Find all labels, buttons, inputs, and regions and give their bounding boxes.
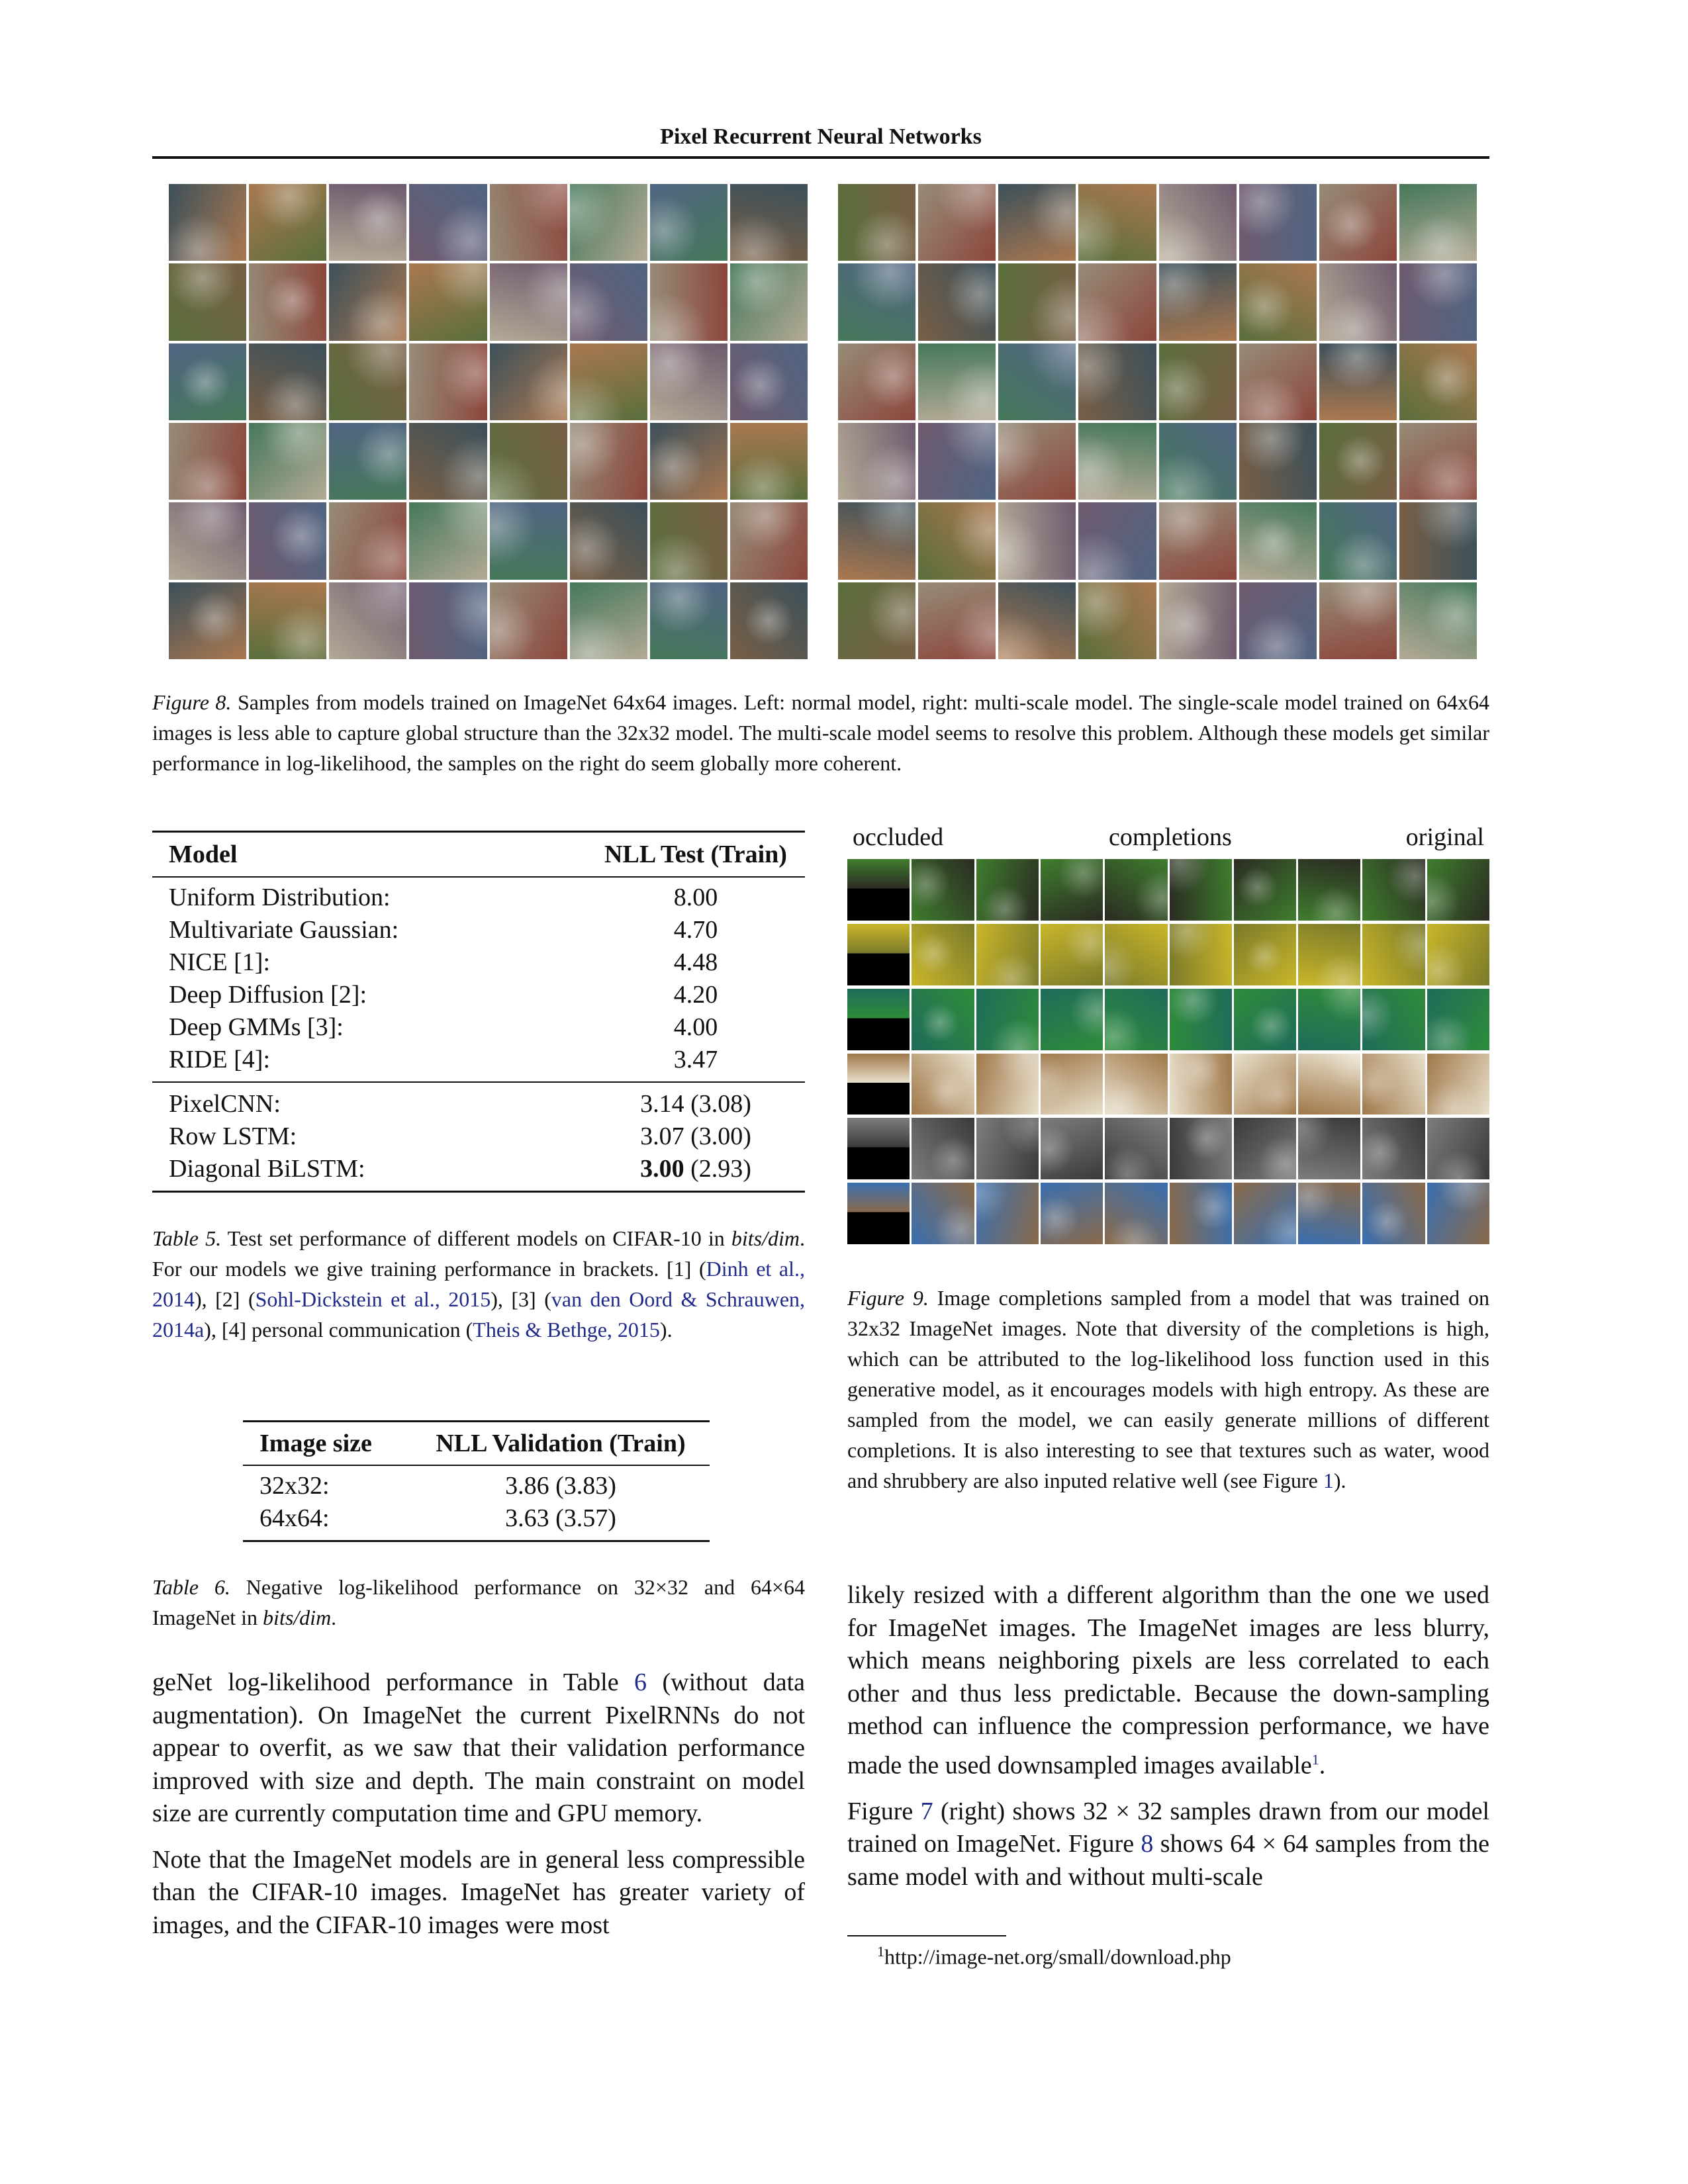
table5-cell: 4.48 (673, 948, 718, 976)
sample-image-tile (998, 582, 1076, 659)
completion-image-tile (1041, 924, 1103, 985)
original-image-tile (1427, 1183, 1489, 1244)
sample-image-tile (169, 343, 246, 420)
sample-image-tile (329, 582, 406, 659)
completion-image-tile (1362, 1183, 1425, 1244)
completion-image-tile (976, 1054, 1039, 1115)
figure9-caption (847, 1283, 1489, 1496)
sample-image-tile (570, 582, 647, 659)
sample-image-tile (1239, 423, 1317, 500)
completion-image-tile (1170, 924, 1232, 985)
sample-image-tile (1399, 263, 1477, 340)
body-text: (right) shows 32 × 32 samples drawn from our model trained on ImageNet. Figure (847, 1797, 1490, 1858)
table5-cell: Row LSTM: (169, 1122, 297, 1150)
table6-cell: 3.63 (3.57) (505, 1504, 616, 1532)
table-row (152, 914, 805, 946)
completion-image-tile (1234, 1054, 1296, 1115)
completion-image-tile (1298, 1054, 1360, 1115)
sample-image-tile (1319, 184, 1397, 261)
sample-image-tile (1078, 423, 1156, 500)
sample-image-tile (490, 502, 567, 579)
completion-image-tile (1105, 859, 1167, 921)
sample-image-tile (409, 582, 487, 659)
sample-image-tile (650, 184, 727, 261)
body-paragraph: Note that the ImageNet models are in general less compressible than the CIFAR-10 images. ImageNet has greater variety of images, and the CIFAR-10 images were most (152, 1845, 805, 1939)
table5-cell: Deep Diffusion [2]: (169, 981, 367, 1009)
table6-cell: 3.86 (3.83) (505, 1472, 616, 1500)
occluded-image-tile (847, 859, 910, 921)
sample-image-tile (570, 184, 647, 261)
sample-image-tile (998, 423, 1076, 500)
table6-header-size: Image size (259, 1430, 372, 1457)
completion-image-tile (1234, 924, 1296, 985)
sample-image-tile (1399, 343, 1477, 420)
sample-image-tile (1239, 184, 1317, 261)
completion-image-tile (1105, 924, 1167, 985)
sample-image-tile (1319, 502, 1397, 579)
sample-image-tile (650, 423, 727, 500)
table5-bottom-rule (152, 1191, 805, 1193)
sample-image-tile (249, 582, 326, 659)
table6-header-row (243, 1422, 710, 1465)
completion-image-tile (1362, 989, 1425, 1050)
body-text: Figure (847, 1797, 914, 1825)
sample-image-tile (249, 184, 326, 261)
sample-image-tile (730, 502, 808, 579)
completion-image-tile (1105, 1118, 1167, 1179)
table5-cell: Multivariate Gaussian: (169, 916, 399, 944)
completion-image-tile (976, 1118, 1039, 1179)
table5-cell: 4.00 (673, 1013, 718, 1041)
sample-image-tile (838, 343, 915, 420)
footnote-ref-link[interactable]: 1 (1311, 1751, 1319, 1768)
sample-image-tile (169, 502, 246, 579)
sample-image-tile (1239, 263, 1317, 340)
completion-image-tile (1298, 989, 1360, 1050)
sample-image-tile (918, 423, 996, 500)
sample-image-tile (1399, 502, 1477, 579)
completion-image-tile (1362, 1118, 1425, 1179)
table5 (152, 831, 805, 1193)
sample-image-tile (918, 343, 996, 420)
original-image-tile (1427, 1118, 1489, 1179)
table-row (152, 1120, 805, 1153)
table5-header-nll: NLL Test (Train) (604, 841, 787, 868)
table5-train-value: (2.93) (684, 1155, 751, 1183)
sample-image-tile (169, 184, 246, 261)
right-column-body (847, 1579, 1489, 1907)
completion-image-tile (976, 989, 1039, 1050)
completion-image-tile (1170, 1183, 1232, 1244)
completion-image-tile (1170, 859, 1232, 921)
figure9-label: Figure 9. (847, 1286, 929, 1310)
completion-image-tile (1362, 1054, 1425, 1115)
sample-image-tile (918, 263, 996, 340)
body-paragraph (847, 1579, 1489, 1782)
completion-image-tile (912, 924, 974, 985)
sample-image-tile (1239, 343, 1317, 420)
body-paragraph (152, 1666, 805, 1831)
sample-image-tile (570, 502, 647, 579)
table-row (152, 1088, 805, 1120)
sample-image-tile (650, 263, 727, 340)
completion-image-tile (1234, 989, 1296, 1050)
completion-image-tile (912, 989, 974, 1050)
table5-caption-text: ). (659, 1318, 673, 1342)
sample-image-tile (249, 263, 326, 340)
table5-cell: RIDE [4]: (169, 1046, 271, 1073)
figure-ref-link[interactable]: 7 (920, 1797, 933, 1825)
completion-image-tile (912, 1054, 974, 1115)
sample-image-tile (1159, 343, 1237, 420)
table-row (243, 1470, 710, 1502)
sample-image-tile (730, 423, 808, 500)
table5-cell (586, 1153, 805, 1185)
sample-image-tile (1078, 582, 1156, 659)
table5-caption-text: ), [2] ( (195, 1287, 256, 1311)
figure9-completions-grid (847, 859, 1489, 1244)
sample-image-tile (730, 184, 808, 261)
body-text: likely resized with a different algorithm than the one we used for ImageNet images. The ImageNet images are less blurry, which means neighboring pixels are less correlated to each other and thus less predictable. Because the down-sampling method can influence the compression performance, we have made the used downsampled images available (847, 1581, 1489, 1780)
sample-image-tile (570, 343, 647, 420)
sample-image-tile (490, 423, 567, 500)
completion-image-tile (1234, 859, 1296, 921)
completion-image-tile (1041, 1183, 1103, 1244)
sample-image-tile (1159, 502, 1237, 579)
table5-header-model: Model (169, 841, 238, 868)
completion-image-tile (976, 1183, 1039, 1244)
table5-best-value: 3.00 (640, 1155, 684, 1183)
sample-image-tile (249, 423, 326, 500)
sample-image-tile (329, 263, 406, 340)
footnote-mark: 1 (877, 1943, 884, 1960)
citation-link[interactable]: Sohl-Dickstein et al., 2015 (255, 1287, 491, 1311)
completion-image-tile (1234, 1183, 1296, 1244)
table5-cell: 4.70 (673, 916, 718, 944)
table6-bottom-rule (243, 1540, 710, 1542)
table6-caption-text: Negative log-likelihood performance on 32×32 and 64×64 ImageNet in (152, 1575, 806, 1629)
occluded-image-tile (847, 1183, 910, 1244)
table6-cell: 32x32: (259, 1472, 330, 1500)
table-row (243, 1502, 710, 1535)
sample-image-tile (998, 184, 1076, 261)
sample-image-tile (838, 582, 915, 659)
sample-image-tile (409, 184, 487, 261)
sample-image-tile (169, 582, 246, 659)
occluded-image-tile (847, 989, 910, 1050)
figure9-label-original: original (1405, 823, 1484, 851)
sample-image-tile (650, 502, 727, 579)
sample-image-tile (1319, 343, 1397, 420)
occluded-image-tile (847, 1118, 910, 1179)
footnote-url[interactable]: http://image-net.org/small/download.php (884, 1944, 1231, 1969)
table-ref-link[interactable]: 6 (634, 1668, 647, 1696)
sample-image-tile (1239, 502, 1317, 579)
completion-image-tile (912, 1183, 974, 1244)
table6-label: Table 6. (152, 1575, 230, 1599)
header-rule (152, 156, 1489, 159)
completion-image-tile (1105, 989, 1167, 1050)
table-row (152, 1153, 805, 1185)
table-row (152, 946, 805, 979)
sample-image-tile (730, 582, 808, 659)
sample-image-tile (1319, 423, 1397, 500)
table5-cell: 3.47 (673, 1046, 718, 1073)
figure8-left-samples (169, 184, 808, 659)
sample-image-tile (570, 423, 647, 500)
table5-cell: 4.20 (673, 981, 718, 1009)
table-row (152, 882, 805, 914)
table5-cell: 3.07 (3.00) (640, 1122, 751, 1150)
sample-image-tile (490, 582, 567, 659)
table5-caption (152, 1223, 805, 1345)
table5-units: bits/dim (731, 1226, 800, 1250)
completion-image-tile (912, 859, 974, 921)
sample-image-tile (409, 502, 487, 579)
sample-image-tile (1319, 582, 1397, 659)
completion-image-tile (1298, 1118, 1360, 1179)
table6-cell: 64x64: (259, 1504, 330, 1532)
original-image-tile (1427, 989, 1489, 1050)
sample-image-tile (490, 263, 567, 340)
sample-image-tile (998, 502, 1076, 579)
completion-image-tile (1041, 859, 1103, 921)
sample-image-tile (329, 184, 406, 261)
sample-image-tile (650, 343, 727, 420)
sample-image-tile (169, 423, 246, 500)
sample-image-tile (918, 582, 996, 659)
sample-image-tile (730, 263, 808, 340)
citation-link[interactable]: Dinh et al., 2014 (152, 1257, 806, 1311)
completion-image-tile (1041, 1118, 1103, 1179)
running-title: Pixel Recurrent Neural Networks (660, 124, 982, 149)
sample-image-tile (730, 343, 808, 420)
table-row (152, 1044, 805, 1076)
original-image-tile (1427, 859, 1489, 921)
sample-image-tile (918, 502, 996, 579)
sample-image-tile (490, 184, 567, 261)
footnote-rule (847, 1935, 1006, 1936)
sample-image-tile (1159, 263, 1237, 340)
table5-cell: PixelCNN: (169, 1090, 281, 1118)
sample-image-tile (329, 423, 406, 500)
sample-image-tile (409, 263, 487, 340)
citation-link[interactable]: Theis & Bethge, 2015 (473, 1318, 660, 1342)
completion-image-tile (1105, 1054, 1167, 1115)
footnote (877, 1943, 1231, 1970)
sample-image-tile (650, 582, 727, 659)
table-row (152, 1011, 805, 1044)
sample-image-tile (1399, 582, 1477, 659)
completion-image-tile (1041, 1054, 1103, 1115)
citation-link[interactable]: van den Oord & Schrauwen, 2014a (152, 1287, 806, 1342)
sample-image-tile (329, 343, 406, 420)
table5-cell: 3.14 (3.08) (640, 1090, 751, 1118)
sample-image-tile (249, 502, 326, 579)
left-column-body (152, 1666, 805, 1955)
body-text: (without data augmentation). On ImageNet the current PixelRNNs do not appear to overfit, as we saw that their validation performance improved with size and depth. The main constraint on model size are currently computation time and GPU memory. (152, 1668, 806, 1827)
table5-caption-text: ), [4] personal communication ( (204, 1318, 473, 1342)
sample-image-tile (1159, 184, 1237, 261)
sample-image-tile (1319, 263, 1397, 340)
table5-label: Table 5. (152, 1226, 222, 1250)
occluded-image-tile (847, 1054, 910, 1115)
body-text: . (1319, 1751, 1326, 1780)
sample-image-tile (1078, 502, 1156, 579)
figure9-label-occluded: occluded (853, 823, 944, 851)
body-text: geNet log-likelihood performance in Table (152, 1668, 619, 1696)
table5-header-row (152, 833, 805, 876)
sample-image-tile (329, 502, 406, 579)
original-image-tile (1427, 1054, 1489, 1115)
figure8-caption (152, 687, 1489, 778)
table6 (243, 1420, 710, 1542)
sample-image-tile (409, 343, 487, 420)
sample-image-tile (1239, 582, 1317, 659)
figure8-caption-text: Samples from models trained on ImageNet 64x64 images. Left: normal model, right: multi-scale model. The single-scale model trained on 64x64 images is less able to capture global structure than the 32x32 model. The multi-scale model seems to resolve this problem. Although these models get similar performance in log-likelihood, the samples on the right do seem globally more coherent. (152, 690, 1490, 775)
sample-image-tile (1159, 423, 1237, 500)
completion-image-tile (1170, 1054, 1232, 1115)
sample-image-tile (1399, 184, 1477, 261)
figure9-caption-text: ). (1333, 1469, 1346, 1492)
figure8-right-samples (838, 184, 1477, 659)
completion-image-tile (1362, 859, 1425, 921)
table6-caption (152, 1572, 805, 1633)
completion-image-tile (1298, 1183, 1360, 1244)
table5-caption-text: . For our models we give training performance in brackets. [1] ( (152, 1226, 806, 1281)
table6-caption-text: . (331, 1606, 337, 1629)
completion-image-tile (912, 1118, 974, 1179)
completion-image-tile (1170, 1118, 1232, 1179)
figure-ref-link[interactable]: 8 (1141, 1830, 1154, 1858)
sample-image-tile (1078, 263, 1156, 340)
table5-cell: 8.00 (673, 884, 718, 911)
sample-image-tile (918, 184, 996, 261)
table5-caption-text: Test set performance of different models on CIFAR-10 in (227, 1226, 725, 1250)
sample-image-tile (1399, 423, 1477, 500)
table5-cell: Diagonal BiLSTM: (169, 1155, 365, 1183)
sample-image-tile (838, 423, 915, 500)
sample-image-tile (998, 343, 1076, 420)
body-text: shows 64 × 64 samples from the same model with and without multi-scale (847, 1830, 1490, 1891)
completion-image-tile (1298, 859, 1360, 921)
table5-cell: Uniform Distribution: (169, 884, 391, 911)
sample-image-tile (838, 263, 915, 340)
original-image-tile (1427, 924, 1489, 985)
table5-caption-text: ), [3] ( (491, 1287, 551, 1311)
completion-image-tile (976, 859, 1039, 921)
table-row (152, 979, 805, 1011)
sample-image-tile (1159, 582, 1237, 659)
body-paragraph (847, 1796, 1489, 1894)
completion-image-tile (1170, 989, 1232, 1050)
table6-units: bits/dim (263, 1606, 332, 1629)
sample-image-tile (1078, 343, 1156, 420)
table6-header-nll: NLL Validation (Train) (436, 1430, 686, 1457)
figure9-caption-text: Image completions sampled from a model that was trained on 32x32 ImageNet images. Note that diversity of the completions is high, which can be attributed to the log-likelihood loss function used in this generative model, as it encourages models with high entropy. As these are sampled from the model, we can easily generate millions of different completions. It is also interesting to see that textures such as water, wood and shrubbery are also inputed relative well (see Figure (847, 1286, 1490, 1492)
completion-image-tile (976, 924, 1039, 985)
completion-image-tile (1234, 1118, 1296, 1179)
sample-image-tile (1078, 184, 1156, 261)
completion-image-tile (1105, 1183, 1167, 1244)
sample-image-tile (169, 263, 246, 340)
sample-image-tile (570, 263, 647, 340)
table5-cell: NICE [1]: (169, 948, 271, 976)
figure-ref-link[interactable]: 1 (1323, 1469, 1334, 1492)
figure8-label: Figure 8. (152, 690, 232, 714)
completion-image-tile (1298, 924, 1360, 985)
table5-cell: Deep GMMs [3]: (169, 1013, 344, 1041)
completion-image-tile (1362, 924, 1425, 985)
figure9-label-completions: completions (1109, 823, 1232, 851)
sample-image-tile (998, 263, 1076, 340)
sample-image-tile (490, 343, 567, 420)
sample-image-tile (249, 343, 326, 420)
sample-image-tile (838, 184, 915, 261)
completion-image-tile (1041, 989, 1103, 1050)
occluded-image-tile (847, 924, 910, 985)
sample-image-tile (409, 423, 487, 500)
sample-image-tile (838, 502, 915, 579)
